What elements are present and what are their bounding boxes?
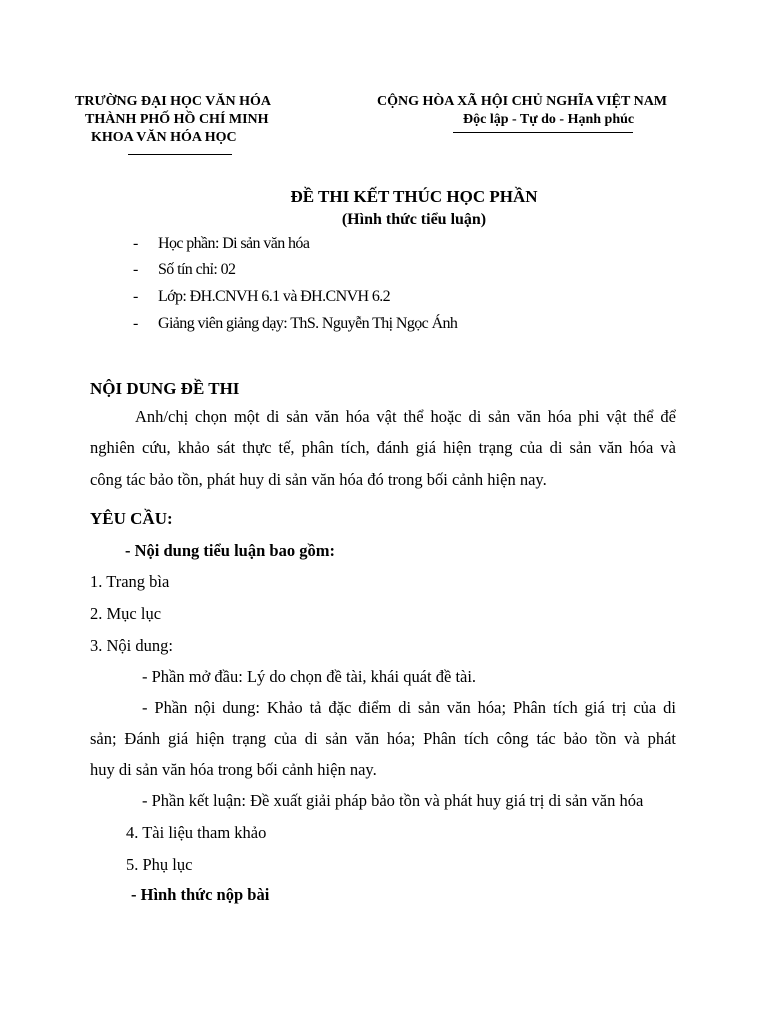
info-dash: - (133, 261, 138, 278)
content-heading: NỘI DUNG ĐỀ THI (90, 379, 240, 398)
sub-item-intro: - Phần mở đầu: Lý do chọn đề tài, khái quát đề tài. (142, 667, 477, 686)
right-header-rule (453, 132, 633, 133)
info-text: Học phần: Di sản văn hóa (158, 235, 310, 252)
info-text: Giảng viên giảng dạy: ThS. Nguyễn Thị Ngọc Ánh (158, 315, 458, 332)
sub-item-body-line3: huy di sản văn hóa trong bối cảnh hiện nay. (90, 760, 377, 779)
school-name-line2: THÀNH PHỐ HỒ CHÍ MINH (85, 112, 269, 127)
info-dash: - (133, 288, 138, 305)
content-para-line2: nghiên cứu, khảo sát thực tế, phân tích, đánh giá hiện trạng của di sản văn hóa và (90, 438, 676, 457)
school-name-line1: TRƯỜNG ĐẠI HỌC VĂN HÓA (75, 94, 272, 109)
requirements-heading: YÊU CẦU: (90, 509, 173, 528)
sub-item-body-line2: sản; Đánh giá hiện trạng của di sản văn hóa; Phân tích công tác bảo tồn và phát (90, 729, 676, 748)
info-dash: - (133, 235, 138, 252)
exam-title: ĐỀ THI KẾT THÚC HỌC PHẦN (290, 187, 538, 206)
list-item-appendix: 5. Phụ lục (126, 855, 193, 874)
sub-item-body-line1: - Phần nội dung: Khảo tả đặc điểm di sản văn hóa; Phân tích giá trị của di (142, 698, 676, 717)
submission-heading: - Hình thức nộp bài (131, 885, 270, 904)
national-title: CỘNG HÒA XÃ HỘI CHỦ NGHĨA VIỆT NAM (377, 94, 668, 109)
list-item-toc: 2. Mục lục (90, 604, 162, 623)
info-dash: - (133, 315, 138, 332)
national-motto: Độc lập - Tự do - Hạnh phúc (463, 112, 635, 127)
faculty-name: KHOA VĂN HÓA HỌC (91, 130, 237, 145)
list-item-content: 3. Nội dung: (90, 636, 173, 655)
exam-subtitle: (Hình thức tiểu luận) (341, 211, 487, 228)
info-text: Số tín chỉ: 02 (158, 261, 236, 278)
list-item-references: 4. Tài liệu tham khảo (126, 823, 267, 842)
sub-item-conclusion: - Phần kết luận: Đề xuất giải pháp bảo tồn và phát huy giá trị di sản văn hóa (142, 791, 644, 810)
left-header-rule (128, 154, 232, 155)
content-para-line3: công tác bảo tồn, phát huy di sản văn hóa đó trong bối cảnh hiện nay. (90, 470, 547, 489)
requirements-subheading: - Nội dung tiểu luận bao gồm: (125, 541, 335, 560)
info-text: Lớp: ĐH.CNVH 6.1 và ĐH.CNVH 6.2 (158, 288, 391, 305)
content-para-line1: Anh/chị chọn một di sản văn hóa vật thể hoặc di sản văn hóa phi vật thể để (135, 407, 676, 426)
list-item-cover: 1. Trang bìa (90, 572, 170, 591)
